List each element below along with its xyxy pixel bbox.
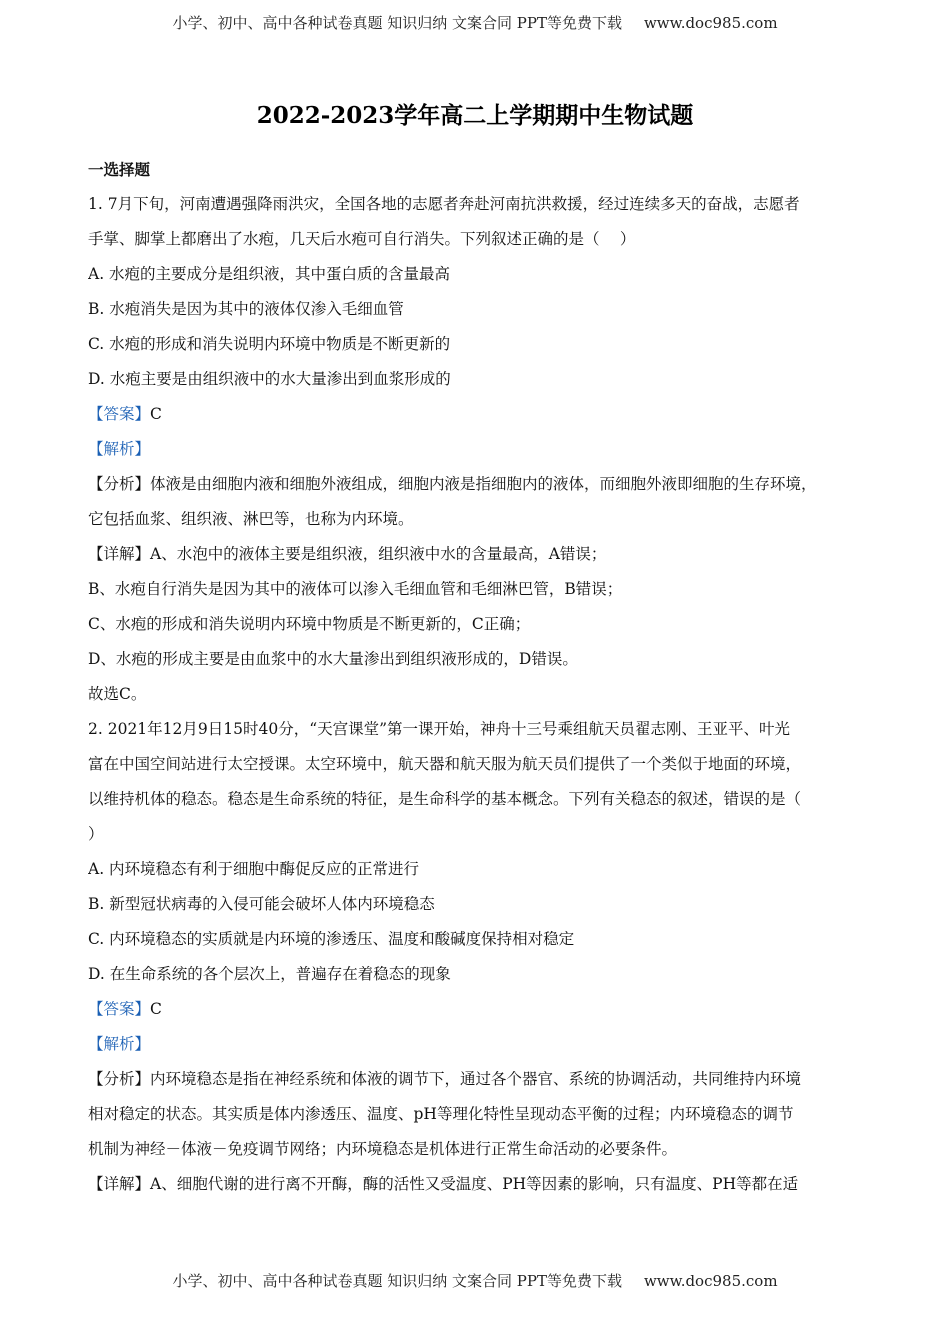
analysis-tag: 【解析】 [88,440,151,458]
q2-analysis-heading [88,1027,868,1062]
q1-option-b: B. 水疱消失是因为其中的液体仅渗入毛细血管 [88,300,404,318]
q1-analysis-heading [88,432,868,467]
q1-option-a: A. 水疱的主要成分是组织液，其中蛋白质的含量最高 [88,265,451,283]
section-heading: 一选择题 [88,160,151,179]
answer-tag: 【答案】 [88,1000,151,1018]
page-header [0,12,950,33]
q2-option-d: D. 在生命系统的各个层次上，普遍存在着稳态的现象 [88,965,451,983]
xiangjie-text: A、水泡中的液体主要是组织液，组织液中水的含量最高，A错误； [150,545,607,563]
document-body [88,152,868,1202]
q2-answer [88,992,868,1027]
q2-stem-line-3: 以维持机体的稳态。稳态是生命系统的特征，是生命科学的基本概念。下列有关稳态的叙述，错误的是（ [88,790,802,808]
q1-fenxi-line-2: 它包括血浆、组织液、淋巴等，也称为内环境。 [88,510,414,528]
q2-fenxi-line-3: 机制为神经－体液－免疫调节网络；内环境稳态是机体进行正常生命活动的必要条件。 [88,1140,678,1158]
xiangjie-tag: 【详解】 [88,1175,151,1193]
q2-option-c: C. 内环境稳态的实质就是内环境的渗透压、温度和酸碱度保持相对稳定 [88,930,575,948]
q1-stem-line-1: 1. 7月下旬，河南遭遇强降雨洪灾，全国各地的志愿者奔赴河南抗洪救援，经过连续多天的奋战，志愿者 [88,195,800,213]
q2-stem-line-2: 富在中国空间站进行太空授课。太空环境中，航天器和航天服为航天员们提供了一个类似于地面的环境， [88,755,802,773]
header-text: 小学、初中、高中各种试卷真题 知识归纳 文案合同 PPT等免费下载 [172,14,622,32]
q2-option-b: B. 新型冠状病毒的入侵可能会破坏人体内环境稳态 [88,895,435,913]
analysis-tag: 【解析】 [88,1035,151,1053]
question-2 [88,712,868,1202]
q2-xiangjie-line-1 [88,1167,868,1202]
footer-text: 小学、初中、高中各种试卷真题 知识归纳 文案合同 PPT等免费下载 [172,1272,622,1290]
q1-xiangjie-line-2: B、水疱自行消失是因为其中的液体可以渗入毛细血管和毛细淋巴管，B错误； [88,580,623,598]
q1-option-d: D. 水疱主要是由组织液中的水大量渗出到血浆形成的 [88,370,451,388]
fenxi-tag: 【分析】 [88,475,151,493]
page-footer [0,1270,950,1291]
q1-stem-line-2: 手掌、脚掌上都磨出了水疱，几天后水疱可自行消失。下列叙述正确的是（ ） [88,230,636,248]
header-site-link[interactable]: www.doc985.com [643,14,778,32]
xiangjie-tag: 【详解】 [88,545,151,563]
q1-xiangjie-line-4: D、水疱的形成主要是由血浆中的水大量渗出到组织液形成的，D错误。 [88,650,578,668]
q1-answer [88,397,868,432]
q1-conclusion: 故选C。 [88,685,147,703]
q2-option-a: A. 内环境稳态有利于细胞中酶促反应的正常进行 [88,860,420,878]
xiangjie-text: A、细胞代谢的进行离不开酶，酶的活性又受温度、PH等因素的影响，只有温度、PH等都在适 [150,1175,799,1193]
fenxi-text: 体液是由细胞内液和细胞外液组成，细胞内液是指细胞内的液体，而细胞外液即细胞的生存环境， [150,475,817,493]
q1-fenxi-line-1 [88,467,868,502]
page-title: 2022-2023学年高二上学期期中生物试题 [256,102,694,129]
footer-site-link[interactable]: www.doc985.com [643,1272,778,1290]
q1-xiangjie-line-3: C、水疱的形成和消失说明内环境中物质是不断更新的，C正确； [88,615,531,633]
fenxi-tag: 【分析】 [88,1070,151,1088]
answer-value: C [150,405,162,423]
answer-value: C [150,1000,162,1018]
q1-xiangjie-line-1 [88,537,868,572]
q2-stem-line-1: 2. 2021年12月9日15时40分，“天宫课堂”第一课开始，神舟十三号乘组航天员翟志刚、王亚平、叶光 [88,720,791,738]
question-1 [88,187,868,712]
q2-stem-line-4: ） [88,825,104,843]
fenxi-text: 内环境稳态是指在神经系统和体液的调节下，通过各个器官、系统的协调活动，共同维持内环境 [150,1070,802,1088]
q2-fenxi-line-1 [88,1062,868,1097]
answer-tag: 【答案】 [88,405,151,423]
q1-option-c: C. 水疱的形成和消失说明内环境中物质是不断更新的 [88,335,451,353]
q2-fenxi-line-2: 相对稳定的状态。其实质是体内渗透压、温度、pH等理化特性呈现动态平衡的过程；内环境稳态的调节 [88,1105,794,1123]
